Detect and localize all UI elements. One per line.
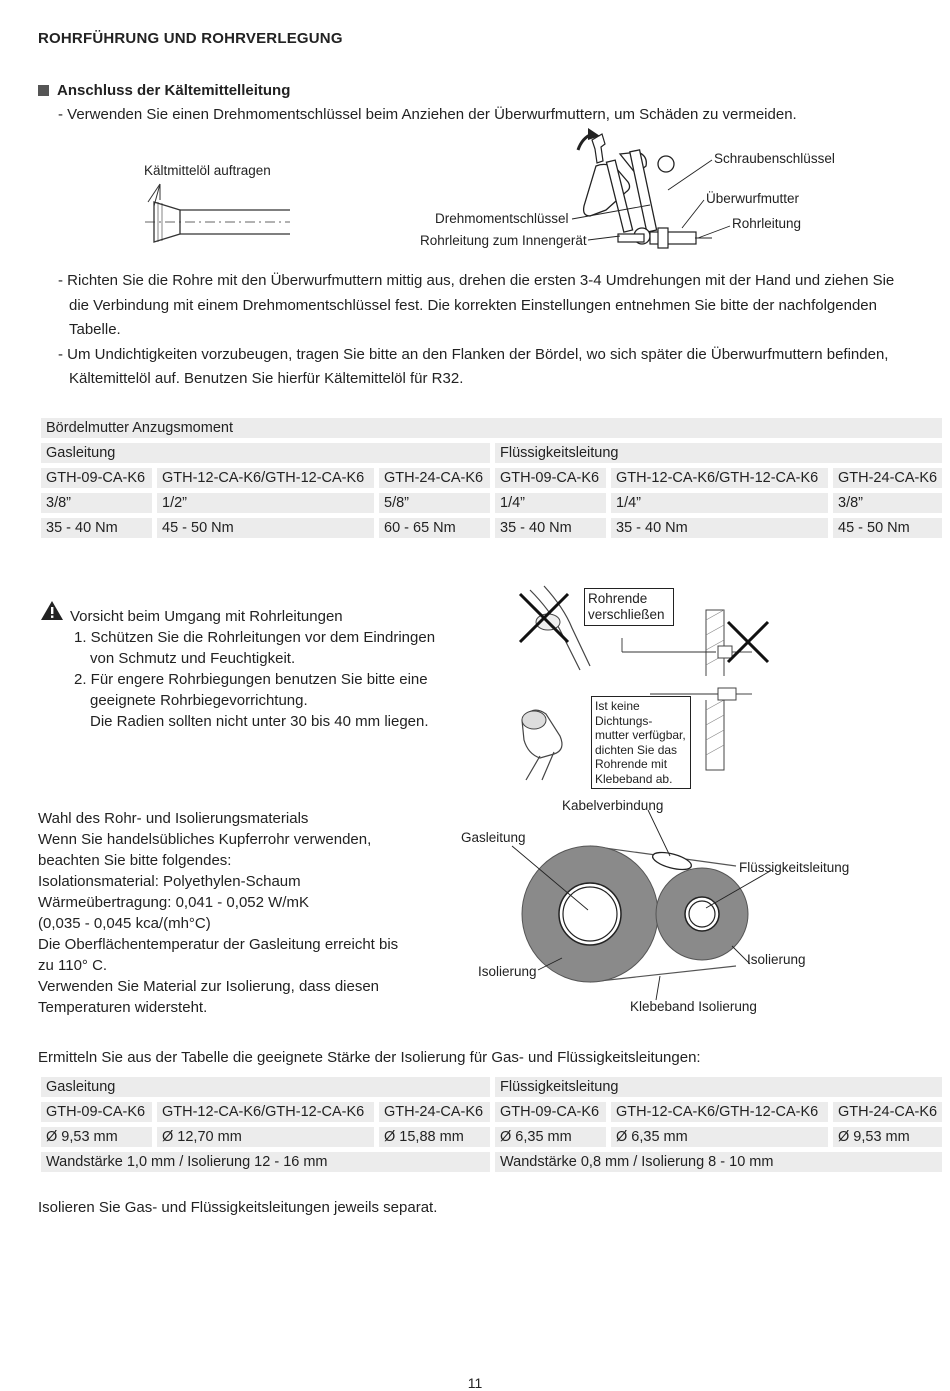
table-cell: Ø 12,70 mm — [157, 1127, 374, 1147]
table-cell: 35 - 40 Nm — [495, 518, 606, 538]
table-cell: GTH-24-CA-K6 — [379, 468, 490, 488]
bullet-oil-line1: - Um Undichtigkeiten vorzubeugen, tragen Sie bitte an den Flanken der Bördel, wo sich später die Überwurfmuttern befinden, — [58, 345, 889, 363]
intro-text: - Verwenden Sie einen Drehmomentschlüssel beim Anziehen der Überwurfmuttern, um Schäden zu vermeiden. — [58, 106, 797, 123]
table-cell: 60 - 65 Nm — [379, 518, 490, 538]
table-cell: GTH-24-CA-K6 — [833, 1102, 942, 1122]
caution-item1-line1: 1. Schützen Sie die Rohrleitungen vor dem Eindringen — [74, 629, 436, 646]
bullet-alignment-line3: Tabelle. — [69, 321, 121, 338]
insulation-table — [36, 1072, 947, 1177]
table-cell: Ø 6,35 mm — [611, 1127, 828, 1147]
label-indoor-pipe: Rohrleitung zum Innengerät — [420, 233, 587, 248]
table-cell: 5/8” — [379, 493, 490, 513]
table-cell: GTH-12-CA-K6/GTH-12-CA-K6 — [157, 468, 374, 488]
material-line: Wenn Sie handelsübliches Kupferrohr verwenden, — [38, 831, 372, 848]
material-text — [38, 808, 398, 1018]
table-cell: 1/4” — [495, 493, 606, 513]
tape-seal-note-line: dichten Sie das — [595, 742, 678, 757]
insulation-gas-header: Gasleitung — [41, 1077, 490, 1097]
table-cell: 3/8” — [41, 493, 152, 513]
table-cell: 3/8” — [833, 493, 942, 513]
table-cell: GTH-09-CA-K6 — [41, 468, 152, 488]
torque-liquid-header: Flüssigkeitsleitung — [495, 443, 942, 463]
label-wrench: Schraubenschlüssel — [714, 151, 835, 166]
label-liquid: Flüssigkeitsleitung — [739, 860, 850, 875]
table-cell: Ø 9,53 mm — [41, 1127, 152, 1147]
insulation-liquid-header: Flüssigkeitsleitung — [495, 1077, 942, 1097]
insulation-footer: Isolieren Sie Gas- und Flüssigkeitsleitungen jeweils separat. — [38, 1199, 438, 1216]
table-cell: GTH-09-CA-K6 — [495, 1102, 606, 1122]
table-cell: Ø 15,88 mm — [379, 1127, 490, 1147]
page-number: 11 — [467, 1375, 483, 1391]
bullet-alignment-line1: - Richten Sie die Rohre mit den Überwurfmuttern mittig aus, drehen die ersten 3-4 Umdrehungen mit der Hand und ziehen Sie — [58, 272, 895, 289]
tape-seal-note-line: Klebeband ab. — [595, 771, 673, 786]
warning-icon — [40, 600, 64, 621]
label-tape: Klebeband Isolierung — [630, 999, 757, 1014]
label-gas: Gasleitung — [461, 830, 526, 845]
caution-heading: Vorsicht beim Umgang mit Rohrleitungen — [70, 608, 343, 625]
material-line: Isolationsmaterial: Polyethylen-Schaum — [38, 873, 301, 890]
tape-seal-note — [591, 696, 691, 789]
label-cable: Kabelverbindung — [562, 798, 664, 813]
caution-list — [74, 627, 435, 732]
section-heading-text: Anschluss der Kältemittelleitung — [57, 82, 291, 99]
torque-table-caption: Bördelmutter Anzugsmoment — [41, 418, 942, 438]
torque-table — [36, 413, 947, 543]
caution-item2-line2: geeignete Rohrbiegevorrichtung. — [90, 692, 308, 709]
insulation-intro: Ermitteln Sie aus der Tabelle die geeignete Stärke der Isolierung für Gas- und Flüssigkeitsleitungen: — [38, 1049, 701, 1066]
tape-seal-note-line: Rohrende mit — [595, 757, 668, 771]
bullet-oil-line2: Kältemittelöl auf. Benutzen Sie hierfür Kältemittelöl für R32. — [69, 370, 464, 387]
table-cell: 1/2” — [157, 493, 374, 513]
table-cell: 45 - 50 Nm — [833, 518, 942, 538]
material-line: Die Oberflächentemperatur der Gasleitung erreicht bis — [38, 936, 399, 953]
tape-seal-note-line: Ist keine Dichtungs- — [595, 699, 653, 728]
material-line: Verwenden Sie Material zur Isolierung, dass diesen — [38, 978, 380, 995]
wrench-leader-lines — [0, 0, 950, 300]
caution-item1-line2: von Schmutz und Feuchtigkeit. — [90, 650, 296, 667]
label-nut: Überwurfmutter — [706, 191, 800, 206]
table-cell: GTH-24-CA-K6 — [379, 1102, 490, 1122]
gas-wall-thickness: Wandstärke 1,0 mm / Isolierung 12 - 16 mm — [41, 1152, 490, 1172]
bullet-alignment-line2: die Verbindung mit einem Drehmomentschlüssel fest. Die korrekten Einstellungen entnehmen Sie bitte der nachfolgenden — [69, 296, 877, 314]
bullet-alignment — [58, 269, 918, 392]
material-line: beachten Sie bitte folgendes: — [38, 852, 232, 869]
table-cell: GTH-12-CA-K6/GTH-12-CA-K6 — [611, 468, 828, 488]
table-cell: GTH-12-CA-K6/GTH-12-CA-K6 — [611, 1102, 828, 1122]
table-cell: Ø 9,53 mm — [833, 1127, 942, 1147]
label-insulation-right: Isolierung — [747, 952, 806, 967]
caution-item2-line3: Die Radien sollten nicht unter 30 bis 40 mm liegen. — [90, 713, 429, 730]
caution-item2-line1: 2. Für engere Rohrbiegungen benutzen Sie bitte eine — [74, 671, 428, 688]
seal-pipe-end-line1: Rohrende — [588, 591, 648, 606]
material-line: zu 110° C. — [38, 957, 108, 974]
label-oil: Kältmittelöl auftragen — [144, 163, 271, 178]
table-cell: GTH-24-CA-K6 — [833, 468, 942, 488]
table-cell: 1/4” — [611, 493, 828, 513]
material-line: Wärmeübertragung: 0,041 - 0,052 W/mK — [38, 894, 309, 911]
page-title: ROHRFÜHRUNG UND ROHRVERLEGUNG — [38, 30, 343, 47]
table-cell: Ø 6,35 mm — [495, 1127, 606, 1147]
table-cell: GTH-09-CA-K6 — [495, 468, 606, 488]
seal-pipe-end-line2: verschließen — [588, 607, 665, 622]
tape-seal-note-line: mutter verfügbar, — [595, 728, 686, 742]
table-cell: 35 - 40 Nm — [611, 518, 828, 538]
liquid-wall-thickness: Wandstärke 0,8 mm / Isolierung 8 - 10 mm — [495, 1152, 942, 1172]
table-cell: GTH-12-CA-K6/GTH-12-CA-K6 — [157, 1102, 374, 1122]
table-cell: GTH-09-CA-K6 — [41, 1102, 152, 1122]
material-line: Temperaturen widersteht. — [38, 999, 208, 1016]
label-torque-wrench: Drehmomentschlüssel — [435, 211, 569, 226]
material-line: Wahl des Rohr- und Isolierungsmaterials — [38, 810, 309, 827]
torque-gas-header: Gasleitung — [41, 443, 490, 463]
label-pipe: Rohrleitung — [732, 216, 802, 231]
material-line: (0,035 - 0,045 kca/(mh°C) — [38, 915, 211, 932]
seal-pipe-end-label — [584, 588, 674, 626]
label-insulation-left: Isolierung — [478, 964, 537, 979]
table-cell: 45 - 50 Nm — [157, 518, 374, 538]
table-cell: 35 - 40 Nm — [41, 518, 152, 538]
